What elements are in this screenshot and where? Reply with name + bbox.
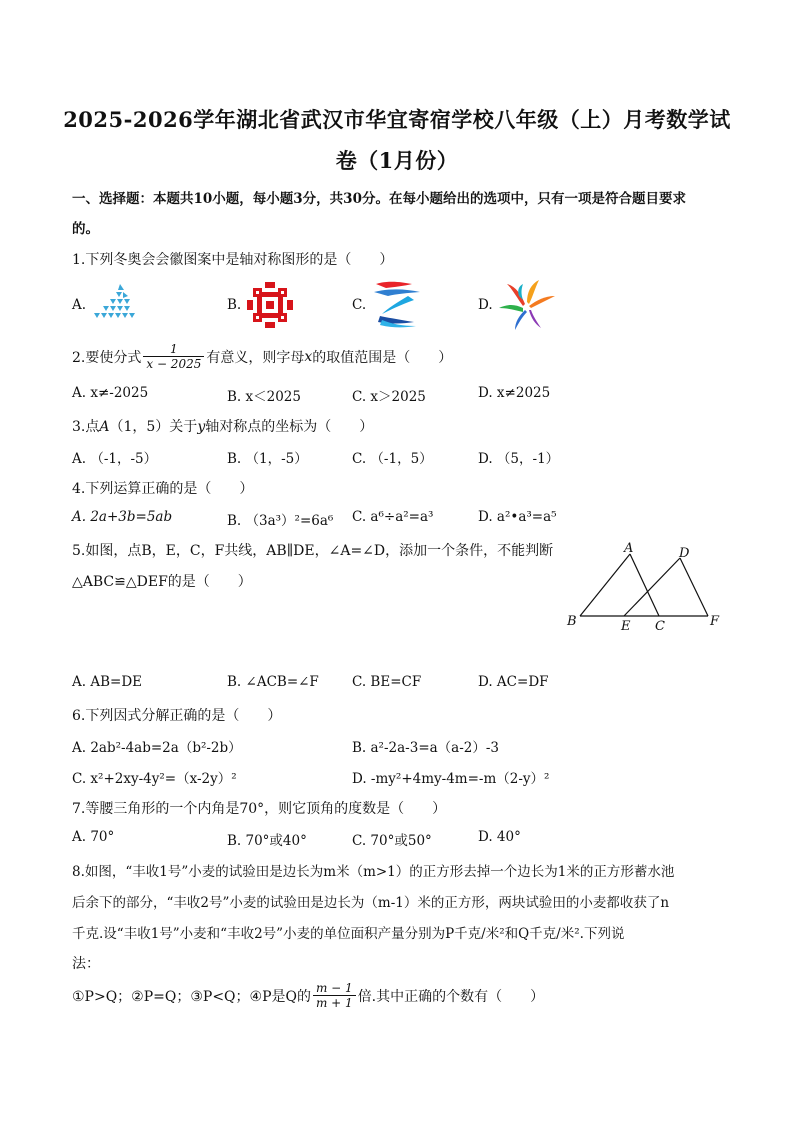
ribbon-z-emblem-icon [368,278,424,330]
colorful-flame-emblem-icon [495,276,557,334]
q2-fraction-denominator: x − 2025 [146,357,202,371]
q8-stem-line-4: 法： [72,956,100,972]
q1-option-a-label: A. [72,297,87,313]
q7-option-d: D. 40° [478,829,521,845]
q1-stem: 1.下列冬奥会会徽图案中是轴对称图形的是（ ） [72,252,394,268]
q6-option-d: D. -my²+4my-4m=-m（2-y）² [352,771,550,787]
q5-triangle-figure [562,540,732,636]
q7-stem: 7.等腰三角形的一个内角是70°，则它顶角的度数是（ ） [72,801,447,817]
q2-option-a: A. x≠-2025 [72,385,149,401]
figure-label-d: D [679,546,690,561]
q2-fraction [143,342,204,371]
q4-stem: 4.下列运算正确的是（ ） [72,481,254,497]
q2-stem-middle: 有意义，则字母 [206,349,305,366]
q3-stem-part-1: 3.点 [72,419,100,435]
q3-option-c: C. （-1，5） [352,451,433,467]
exam-title-line-2: 卷（1月份） [335,148,459,173]
q6-option-c: C. x²+2xy-4y²=（x-2y）² [72,771,237,787]
segment-df [680,558,708,616]
q8-stem-line-2: 后余下的部分，“丰收2号”小麦的试验田是边长为（m-1）米的正方形，两块试验田的小麦都收获了n [72,895,670,911]
q2-option-c: C. x＞2025 [352,389,426,405]
red-snowflake-emblem-icon [245,280,295,330]
q5-option-a: A. AB=DE [72,674,142,690]
segment-de [624,558,680,616]
figure-label-b: B [567,614,577,629]
q3-option-b: B. （1，-5） [227,451,308,467]
q2-stem-prefix: 2.要使分式 [72,349,142,366]
q6-stem: 6.下列因式分解正确的是（ ） [72,708,282,724]
q2-variable: x [304,348,313,365]
figure-label-f: F [710,614,720,629]
figure-label-c: C [655,619,665,634]
q2-option-b: B. x＜2025 [227,389,301,405]
q3-stem [72,416,373,436]
q3-option-a: A. （-1，-5） [72,451,158,467]
q1-option-b-label: B. [227,297,242,313]
q5-option-b: B. ∠ACB=∠F [227,674,319,690]
q8-fraction [313,981,356,1010]
section-instruction-line-1: 一、选择题：本题共10小题，每小题3分，共30分。在每小题给出的选项中，只有一项是符合题目要求 [72,191,686,207]
q4-option-a: A. 2a+3b=5ab [72,509,173,525]
q4-option-c: C. a⁶÷a²=a³ [352,509,434,525]
q3-stem-part-2: （1，5）关于 [109,419,198,435]
section-instruction-line-2: 的。 [72,221,99,237]
q2-stem-suffix: 的取值范围是（ ） [312,349,453,366]
q6-option-a: A. 2ab²-4ab=2a（b²-2b） [72,740,242,756]
q2-fraction-numerator: 1 [143,342,204,357]
segment-ab [580,554,630,616]
q4-option-d: D. a²•a³=a⁵ [478,509,557,525]
q8-fraction-denominator: m + 1 [315,996,353,1010]
q2-option-d: D. x≠2025 [478,385,551,401]
q8-stem-line-1: 8.如图，“丰收1号”小麦的试验田是边长为m米（m>1）的正方形去掉一个边长为1米的正方形蓄水池 [72,864,675,880]
q3-axis-y: y [197,419,206,435]
q7-option-a: A. 70° [72,829,115,845]
q3-option-d: D. （5，-1） [478,451,560,467]
q2-stem [72,342,452,371]
q1-option-c-label: C. [352,297,367,313]
q5-option-c: C. BE=CF [352,674,422,690]
q8-stem-line-3: 千克.设“丰收1号”小麦和“丰收2号”小麦的单位面积产量分别为P千克/米²和Q千克/米².下列说 [72,926,625,942]
figure-label-e: E [621,619,631,634]
figure-label-a: A [624,541,634,556]
q5-stem-line-2: △ABC≌△DEF的是（ ） [72,574,252,590]
q8-fraction-numerator: m − 1 [313,981,356,996]
q5-option-d: D. AC=DF [478,674,549,690]
q7-option-c: C. 70°或50° [352,833,432,849]
q3-stem-part-3: 轴对称点的坐标为（ ） [205,419,374,435]
q1-option-d-label: D. [478,297,493,313]
q5-stem-line-1: 5.如图，点B，E，C，F共线，AB∥DE，∠A=∠D，添加一个条件，不能判断 [72,543,554,559]
q7-option-b: B. 70°或40° [227,833,307,849]
q8-stem-line-5 [72,981,544,1010]
q8-stem-suffix: 倍.其中正确的个数有（ ） [357,988,545,1005]
exam-title-line-1: 2025-2026学年湖北省武汉市华宜寄宿学校八年级（上）月考数学试 [63,107,731,132]
q6-option-b: B. a²-2a-3=a（a-2）-3 [352,740,500,756]
q8-statements: ①P>Q；②P=Q；③P<Q；④P是Q的 [72,988,311,1005]
q4-option-b: B. （3a³）²=6a⁶ [227,513,334,529]
snowflake-triangle-emblem-icon [90,282,136,322]
q3-point-a: A [99,419,110,435]
